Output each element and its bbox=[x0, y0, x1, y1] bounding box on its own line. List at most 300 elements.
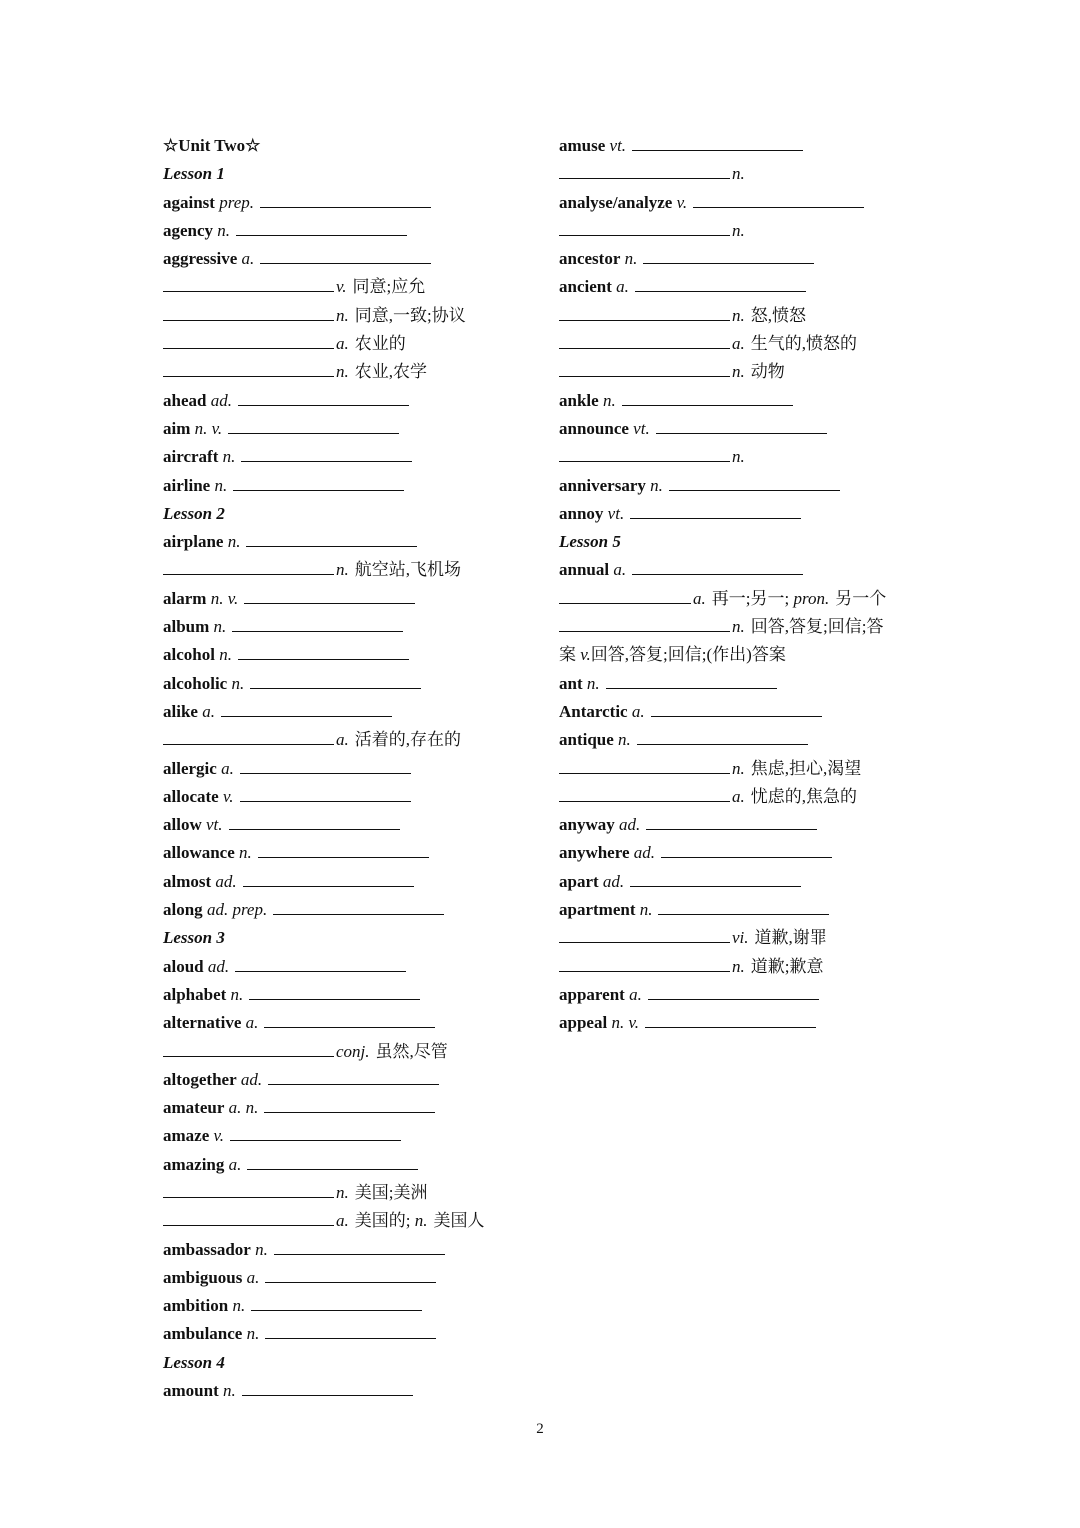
vocab-line bbox=[559, 613, 939, 641]
part-of-speech: a. bbox=[245, 1013, 259, 1033]
answer-blank[interactable] bbox=[243, 885, 414, 887]
vocab-word: ambition bbox=[163, 1296, 229, 1316]
vocab-word: anywhere bbox=[559, 843, 630, 863]
part-of-speech: n. bbox=[217, 220, 231, 240]
vocab-word: airline bbox=[163, 475, 211, 495]
page-number: 2 bbox=[536, 1421, 544, 1437]
part-of-speech: vt. bbox=[607, 503, 625, 523]
vocab-word: allocate bbox=[163, 786, 219, 806]
vocab-line bbox=[163, 1009, 543, 1037]
vocab-word: apparent bbox=[559, 984, 625, 1004]
vocab-line bbox=[163, 245, 543, 273]
vocab-line bbox=[559, 245, 939, 273]
part-of-speech: n. bbox=[239, 843, 252, 863]
vocab-word: Antarctic bbox=[559, 701, 628, 721]
vocab-line bbox=[559, 755, 939, 783]
vocab-line bbox=[163, 868, 543, 896]
vocab-word: album bbox=[163, 617, 210, 637]
answer-blank[interactable] bbox=[163, 1224, 334, 1226]
vocab-word: agency bbox=[163, 220, 214, 240]
answer-blank[interactable] bbox=[244, 602, 415, 604]
answer-blank[interactable] bbox=[656, 432, 827, 434]
vocab-word: altogether bbox=[163, 1069, 237, 1089]
vocab-line bbox=[559, 302, 939, 330]
answer-blank[interactable] bbox=[559, 347, 730, 349]
part-of-speech: prep. bbox=[219, 192, 254, 212]
vocab-line bbox=[559, 868, 939, 896]
part-of-speech: a. bbox=[613, 560, 627, 580]
vocab-line bbox=[163, 783, 543, 811]
vocab-line bbox=[163, 1122, 543, 1150]
answer-blank[interactable] bbox=[264, 1026, 435, 1028]
vocab-line bbox=[559, 217, 939, 245]
answer-blank[interactable] bbox=[238, 658, 409, 660]
vocab-word: alcohol bbox=[163, 645, 215, 665]
vocab-word: allowance bbox=[163, 843, 235, 863]
answer-blank[interactable] bbox=[163, 573, 334, 575]
unit-title bbox=[163, 132, 543, 160]
answer-blank[interactable] bbox=[249, 998, 420, 1000]
part-of-speech: ad. bbox=[618, 815, 641, 835]
part-of-speech: n. v. bbox=[611, 1013, 639, 1033]
part-of-speech: n. bbox=[222, 1381, 236, 1401]
chinese-meaning: 道歉;歉意 bbox=[750, 956, 824, 976]
part-of-speech: n. bbox=[650, 475, 663, 495]
vocab-line bbox=[163, 330, 543, 358]
vocab-line bbox=[559, 387, 939, 415]
lesson-title: Lesson 5 bbox=[559, 532, 621, 552]
answer-blank[interactable] bbox=[265, 1337, 436, 1339]
vocab-word: along bbox=[163, 900, 203, 920]
vocab-line bbox=[163, 811, 543, 839]
answer-blank[interactable] bbox=[646, 828, 817, 830]
answer-blank[interactable] bbox=[251, 1309, 422, 1311]
lesson-title: Lesson 4 bbox=[163, 1352, 225, 1372]
part-of-speech: a. bbox=[732, 786, 745, 806]
vocab-line bbox=[559, 415, 939, 443]
vocab-word: allergic bbox=[163, 758, 217, 778]
vocab-line bbox=[559, 132, 939, 160]
vocab-line bbox=[559, 981, 939, 1009]
vocab-line bbox=[163, 443, 543, 471]
part-of-speech: n. bbox=[586, 673, 600, 693]
part-of-speech: ad. bbox=[602, 871, 625, 891]
part-of-speech: n. bbox=[231, 673, 245, 693]
chinese-meaning: 案 bbox=[559, 645, 576, 665]
answer-blank[interactable] bbox=[559, 319, 730, 321]
answer-blank[interactable] bbox=[693, 206, 864, 208]
part-of-speech: pron. bbox=[793, 588, 830, 608]
vocab-line bbox=[163, 217, 543, 245]
answer-blank[interactable] bbox=[240, 800, 411, 802]
vocab-line bbox=[559, 189, 939, 217]
part-of-speech: a. bbox=[246, 1267, 260, 1287]
part-of-speech: v. bbox=[222, 786, 234, 806]
answer-blank[interactable] bbox=[163, 375, 334, 377]
part-of-speech: a. bbox=[241, 249, 255, 269]
answer-blank[interactable] bbox=[238, 404, 409, 406]
answer-blank[interactable] bbox=[163, 1055, 334, 1057]
answer-blank[interactable] bbox=[632, 149, 803, 151]
answer-blank[interactable] bbox=[228, 432, 399, 434]
answer-blank[interactable] bbox=[236, 234, 407, 236]
answer-blank[interactable] bbox=[559, 941, 730, 943]
part-of-speech: a. bbox=[629, 984, 642, 1004]
part-of-speech: n. bbox=[219, 645, 232, 665]
answer-blank[interactable] bbox=[606, 687, 777, 689]
part-of-speech: a. bbox=[616, 277, 629, 297]
vocab-word: alarm bbox=[163, 588, 207, 608]
answer-blank[interactable] bbox=[232, 630, 403, 632]
vocab-line bbox=[559, 698, 939, 726]
answer-blank[interactable] bbox=[559, 234, 730, 236]
answer-blank[interactable] bbox=[163, 319, 334, 321]
part-of-speech: n. v. bbox=[210, 588, 239, 608]
chinese-meaning: 美国;美洲 bbox=[354, 1182, 428, 1202]
answer-blank[interactable] bbox=[221, 715, 392, 717]
part-of-speech: n. bbox=[414, 1211, 428, 1231]
vocab-line bbox=[559, 1009, 939, 1037]
vocab-line bbox=[163, 726, 543, 754]
vocab-line bbox=[163, 273, 543, 301]
vocab-word: ahead bbox=[163, 390, 207, 410]
vocab-line bbox=[559, 273, 939, 301]
answer-blank[interactable] bbox=[635, 290, 806, 292]
vocab-line bbox=[163, 1377, 543, 1405]
lesson-title: Lesson 3 bbox=[163, 928, 225, 948]
vocab-line bbox=[559, 953, 939, 981]
vocab-line bbox=[163, 670, 543, 698]
answer-blank[interactable] bbox=[229, 828, 400, 830]
lesson-heading bbox=[163, 160, 543, 188]
part-of-speech: n. bbox=[255, 1239, 268, 1259]
vocab-word: ambulance bbox=[163, 1324, 243, 1344]
vocab-word: apartment bbox=[559, 900, 636, 920]
vocab-word: aggressive bbox=[163, 249, 238, 269]
vocab-word: ancient bbox=[559, 277, 612, 297]
part-of-speech: n. bbox=[232, 1296, 246, 1316]
vocab-line bbox=[163, 1094, 543, 1122]
answer-blank[interactable] bbox=[163, 290, 334, 292]
vocab-line bbox=[559, 330, 939, 358]
lesson-heading bbox=[163, 500, 543, 528]
vocab-word: alcoholic bbox=[163, 673, 228, 693]
chinese-meaning: 忧虑的,焦急的 bbox=[750, 786, 857, 806]
vocab-line bbox=[163, 613, 543, 641]
vocab-word: ambassador bbox=[163, 1239, 251, 1259]
part-of-speech: a. bbox=[732, 334, 745, 354]
answer-blank[interactable] bbox=[273, 913, 444, 915]
answer-blank[interactable] bbox=[559, 800, 730, 802]
chinese-meaning: 回答,答复;回信;答 bbox=[750, 617, 884, 637]
part-of-speech: n. bbox=[639, 900, 653, 920]
part-of-speech: ad. bbox=[215, 871, 237, 891]
chinese-meaning: 航空站,飞机场 bbox=[354, 560, 461, 580]
part-of-speech: n. bbox=[222, 447, 236, 467]
vocab-line bbox=[163, 839, 543, 867]
answer-blank[interactable] bbox=[230, 1139, 401, 1141]
part-of-speech: a. bbox=[336, 1211, 349, 1231]
answer-blank[interactable] bbox=[559, 177, 730, 179]
answer-blank[interactable] bbox=[242, 1394, 413, 1396]
vocab-word: announce bbox=[559, 418, 629, 438]
answer-blank[interactable] bbox=[559, 970, 730, 972]
vocab-word: airplane bbox=[163, 532, 224, 552]
answer-blank[interactable] bbox=[559, 772, 730, 774]
part-of-speech: n. bbox=[214, 475, 228, 495]
chinese-meaning: 活着的,存在的 bbox=[354, 730, 461, 750]
vocab-line bbox=[559, 896, 939, 924]
part-of-speech: a. bbox=[693, 588, 706, 608]
part-of-speech: ad. bbox=[633, 843, 656, 863]
vocab-line-continued bbox=[559, 641, 939, 669]
answer-blank[interactable] bbox=[268, 1083, 439, 1085]
vocab-line bbox=[559, 358, 939, 386]
part-of-speech: v. bbox=[676, 192, 688, 212]
vocab-line bbox=[163, 358, 543, 386]
vocab-line bbox=[559, 585, 939, 613]
answer-blank[interactable] bbox=[163, 743, 334, 745]
part-of-speech: a. bbox=[202, 701, 215, 721]
part-of-speech: v. bbox=[336, 277, 347, 297]
vocab-line bbox=[163, 189, 543, 217]
vocab-word: appeal bbox=[559, 1013, 608, 1033]
vocab-line bbox=[559, 783, 939, 811]
vocab-word: ancestor bbox=[559, 249, 621, 269]
part-of-speech: n. bbox=[732, 164, 745, 184]
part-of-speech: v. bbox=[580, 645, 591, 665]
vocab-line bbox=[559, 670, 939, 698]
vocab-line bbox=[163, 1179, 543, 1207]
part-of-speech: n. bbox=[602, 390, 616, 410]
vocab-line bbox=[163, 528, 543, 556]
answer-blank[interactable] bbox=[632, 573, 803, 575]
vocab-word: analyse/analyze bbox=[559, 192, 673, 212]
part-of-speech: n. bbox=[336, 560, 349, 580]
vocab-word: amazing bbox=[163, 1154, 225, 1174]
part-of-speech: conj. bbox=[336, 1041, 370, 1061]
answer-blank[interactable] bbox=[233, 489, 404, 491]
lesson-title: Lesson 1 bbox=[163, 164, 225, 184]
answer-blank[interactable] bbox=[661, 856, 832, 858]
part-of-speech: n. bbox=[618, 730, 631, 750]
vocab-line bbox=[163, 953, 543, 981]
part-of-speech: n. bbox=[732, 956, 745, 976]
vocab-line bbox=[163, 387, 543, 415]
answer-blank[interactable] bbox=[260, 206, 431, 208]
part-of-speech: ad. prep. bbox=[206, 900, 268, 920]
chinese-meaning: 虽然,尽管 bbox=[375, 1041, 448, 1061]
vocab-word: ambiguous bbox=[163, 1267, 243, 1287]
vocab-word: alike bbox=[163, 701, 198, 721]
vocab-line bbox=[163, 585, 543, 613]
part-of-speech: a. n. bbox=[228, 1098, 259, 1118]
chinese-meaning: 农业的 bbox=[354, 334, 406, 354]
answer-blank[interactable] bbox=[559, 460, 730, 462]
answer-blank[interactable] bbox=[645, 1026, 816, 1028]
part-of-speech: a. bbox=[336, 730, 349, 750]
lesson-heading bbox=[559, 528, 939, 556]
answer-blank[interactable] bbox=[643, 262, 814, 264]
vocab-line bbox=[163, 1038, 543, 1066]
answer-blank[interactable] bbox=[648, 998, 819, 1000]
answer-blank[interactable] bbox=[163, 1196, 334, 1198]
vocab-line bbox=[559, 839, 939, 867]
vocab-word: amuse bbox=[559, 136, 606, 155]
part-of-speech: n. bbox=[227, 532, 241, 552]
part-of-speech: n. bbox=[246, 1324, 260, 1344]
part-of-speech: vt. bbox=[633, 418, 650, 438]
vocab-line bbox=[163, 1207, 543, 1235]
vocab-line bbox=[163, 755, 543, 783]
part-of-speech: ad. bbox=[207, 956, 230, 976]
vocab-line bbox=[163, 1151, 543, 1179]
part-of-speech: n. bbox=[732, 617, 745, 637]
lesson-heading bbox=[163, 1349, 543, 1377]
answer-blank[interactable] bbox=[651, 715, 822, 717]
part-of-speech: vt. bbox=[609, 136, 627, 155]
lesson-heading bbox=[163, 924, 543, 952]
answer-blank[interactable] bbox=[630, 517, 801, 519]
part-of-speech: ad. bbox=[240, 1069, 263, 1089]
part-of-speech: vi. bbox=[732, 928, 749, 948]
part-of-speech: n. bbox=[230, 984, 244, 1004]
part-of-speech: n. bbox=[732, 362, 745, 382]
answer-blank[interactable] bbox=[637, 743, 808, 745]
answer-blank[interactable] bbox=[264, 1111, 435, 1113]
chinese-meaning: 美国人 bbox=[433, 1211, 485, 1231]
vocab-line bbox=[163, 556, 543, 584]
vocab-line bbox=[559, 811, 939, 839]
chinese-meaning: 农业,农学 bbox=[354, 362, 427, 382]
part-of-speech: n. bbox=[624, 249, 638, 269]
chinese-meaning: 生气的,愤怒的 bbox=[750, 334, 857, 354]
vocab-line bbox=[163, 896, 543, 924]
answer-blank[interactable] bbox=[247, 1168, 418, 1170]
answer-blank[interactable] bbox=[240, 772, 411, 774]
right-column bbox=[559, 132, 939, 1038]
part-of-speech: n. bbox=[732, 305, 745, 325]
chinese-meaning: 回答,答复;回信;(作出)答案 bbox=[590, 645, 786, 665]
vocab-line bbox=[163, 1292, 543, 1320]
part-of-speech: n. bbox=[336, 362, 349, 382]
vocab-word: alphabet bbox=[163, 984, 227, 1004]
part-of-speech: n. bbox=[213, 617, 227, 637]
vocab-word: almost bbox=[163, 871, 212, 891]
answer-blank[interactable] bbox=[274, 1253, 445, 1255]
answer-blank[interactable] bbox=[630, 885, 801, 887]
answer-blank[interactable] bbox=[559, 375, 730, 377]
vocab-word: amateur bbox=[163, 1098, 225, 1118]
answer-blank[interactable] bbox=[559, 630, 730, 632]
vocab-line bbox=[559, 924, 939, 952]
vocab-word: antique bbox=[559, 730, 614, 750]
vocab-line bbox=[163, 1320, 543, 1348]
vocab-word: against bbox=[163, 192, 215, 212]
part-of-speech: a. bbox=[221, 758, 234, 778]
vocab-line bbox=[163, 302, 543, 330]
vocab-word: aloud bbox=[163, 956, 204, 976]
vocab-line bbox=[163, 698, 543, 726]
vocab-word: allow bbox=[163, 815, 202, 835]
answer-blank[interactable] bbox=[260, 262, 431, 264]
answer-blank[interactable] bbox=[658, 913, 829, 915]
vocab-word: aircraft bbox=[163, 447, 219, 467]
vocab-line bbox=[163, 415, 543, 443]
chinese-meaning: 美国的; bbox=[354, 1211, 411, 1231]
vocab-word: amount bbox=[163, 1381, 219, 1401]
vocab-line bbox=[559, 160, 939, 188]
answer-blank[interactable] bbox=[265, 1281, 436, 1283]
vocab-word: anniversary bbox=[559, 475, 646, 495]
part-of-speech: a. bbox=[336, 334, 349, 354]
vocab-word: ant bbox=[559, 673, 583, 693]
lesson-title: Lesson 2 bbox=[163, 503, 225, 523]
vocab-word: apart bbox=[559, 871, 599, 891]
answer-blank[interactable] bbox=[241, 460, 412, 462]
part-of-speech: n. bbox=[732, 220, 745, 240]
part-of-speech: n. bbox=[732, 447, 745, 467]
part-of-speech: n. bbox=[732, 758, 745, 778]
part-of-speech: v. bbox=[213, 1126, 225, 1146]
answer-blank[interactable] bbox=[246, 545, 417, 547]
answer-blank[interactable] bbox=[258, 856, 429, 858]
left-column bbox=[163, 132, 543, 1405]
chinese-meaning: 同意,一致;协议 bbox=[354, 305, 466, 325]
chinese-meaning: 另一个 bbox=[835, 588, 887, 608]
chinese-meaning: 怒,愤怒 bbox=[750, 305, 806, 325]
chinese-meaning: 同意;应允 bbox=[352, 277, 426, 297]
answer-blank[interactable] bbox=[250, 687, 421, 689]
part-of-speech: a. bbox=[228, 1154, 242, 1174]
chinese-meaning: 焦虑,担心,渴望 bbox=[750, 758, 862, 778]
vocab-line bbox=[163, 1066, 543, 1094]
part-of-speech: n. bbox=[336, 1182, 349, 1202]
answer-blank[interactable] bbox=[622, 404, 793, 406]
vocab-line bbox=[163, 1236, 543, 1264]
vocab-line bbox=[559, 443, 939, 471]
vocab-line bbox=[559, 726, 939, 754]
chinese-meaning: 动物 bbox=[750, 362, 785, 382]
part-of-speech: vt. bbox=[205, 815, 223, 835]
vocab-word: annual bbox=[559, 560, 610, 580]
vocab-word: anyway bbox=[559, 815, 615, 835]
vocab-line bbox=[559, 500, 939, 528]
vocab-line bbox=[163, 981, 543, 1009]
vocab-word: ankle bbox=[559, 390, 599, 410]
vocab-word: amaze bbox=[163, 1126, 210, 1146]
answer-blank[interactable] bbox=[559, 602, 691, 604]
part-of-speech: n. v. bbox=[194, 418, 223, 438]
vocab-line bbox=[163, 641, 543, 669]
answer-blank[interactable] bbox=[235, 970, 406, 972]
chinese-meaning: 道歉,谢罪 bbox=[754, 928, 827, 948]
vocab-line bbox=[559, 472, 939, 500]
vocab-word: alternative bbox=[163, 1013, 242, 1033]
chinese-meaning: 再一;另一; bbox=[711, 588, 790, 608]
answer-blank[interactable] bbox=[163, 347, 334, 349]
vocab-line bbox=[559, 556, 939, 584]
vocab-line bbox=[163, 1264, 543, 1292]
part-of-speech: a. bbox=[631, 701, 645, 721]
part-of-speech: n. bbox=[336, 305, 349, 325]
vocab-line bbox=[163, 472, 543, 500]
unit-title-text: ☆Unit Two☆ bbox=[163, 136, 261, 155]
answer-blank[interactable] bbox=[669, 489, 840, 491]
part-of-speech: ad. bbox=[210, 390, 232, 410]
vocab-word: aim bbox=[163, 418, 191, 438]
vocab-word: annoy bbox=[559, 503, 604, 523]
